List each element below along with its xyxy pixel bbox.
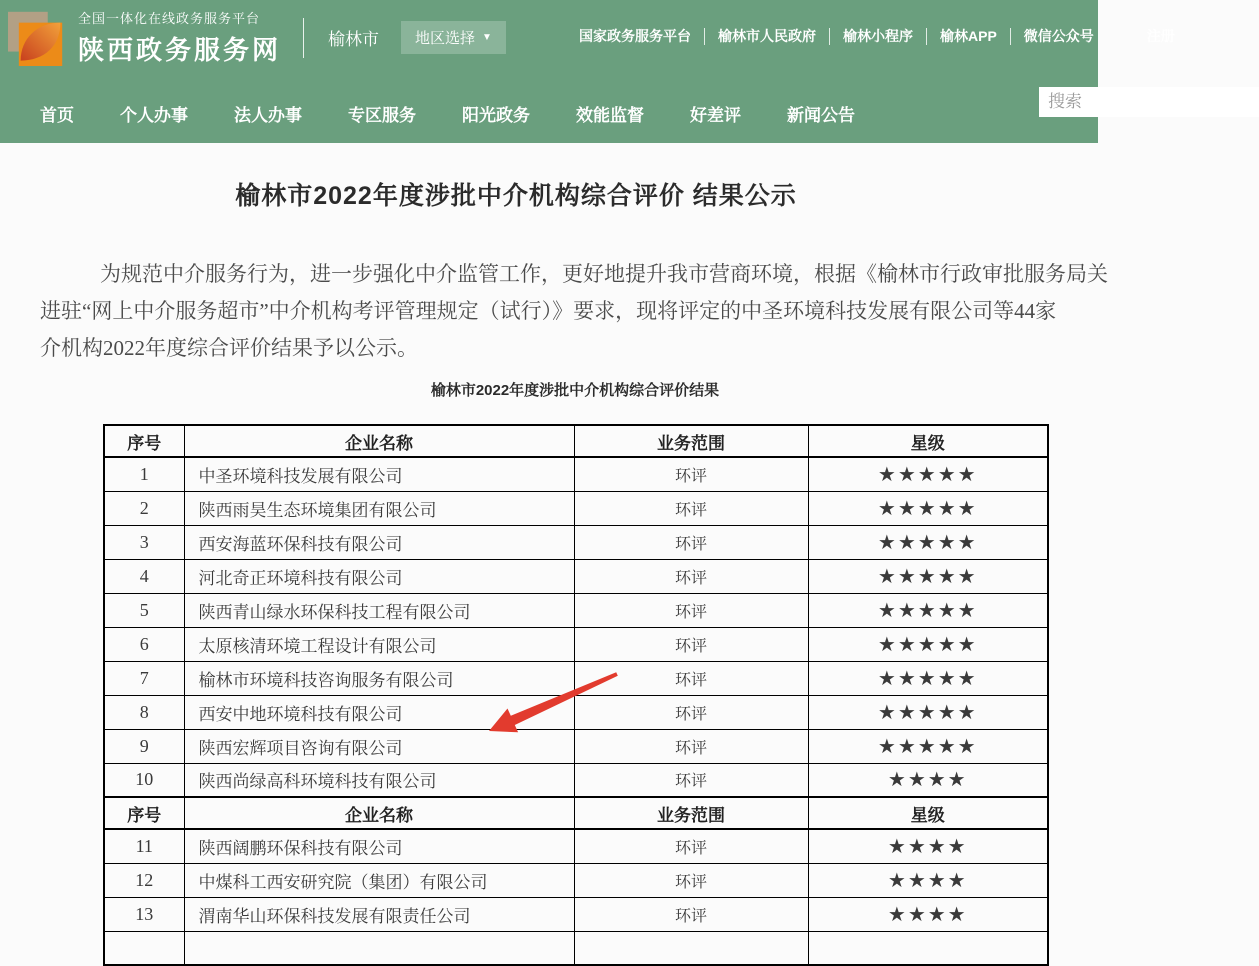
table-cell-stars: ★★★★★ xyxy=(808,729,1048,763)
table-cell-no: 12 xyxy=(104,863,184,897)
brand-block xyxy=(8,8,506,67)
table-row-partial xyxy=(104,931,1048,965)
table-cell-name: 渭南华山环保科技发展有限责任公司 xyxy=(184,897,574,931)
table-cell-name: 榆林市环境科技咨询服务有限公司 xyxy=(184,661,574,695)
column-header: 序号 xyxy=(104,425,184,457)
table-cell-name: 陕西青山绿水环保科技工程有限公司 xyxy=(184,593,574,627)
main-nav xyxy=(0,84,1098,143)
nav-item-专区服务[interactable]: 专区服务 xyxy=(348,106,416,125)
table-cell-scope: 环评 xyxy=(574,627,808,661)
table-row xyxy=(104,763,1048,797)
chevron-down-icon: ▼ xyxy=(482,32,492,43)
column-header: 业务范围 xyxy=(574,425,808,457)
paragraph-line: 介机构2022年度综合评价结果予以公示。 xyxy=(40,336,418,360)
table-cell-scope: 环评 xyxy=(574,863,808,897)
column-header: 星级 xyxy=(808,425,1048,457)
platform-label: 全国一体化在线政务服务平台 xyxy=(78,11,261,26)
table-cell-scope: 环评 xyxy=(574,729,808,763)
table-cell-no: 5 xyxy=(104,593,184,627)
header-link[interactable]: 榆林APP xyxy=(940,28,997,44)
table-cell-scope: 环评 xyxy=(574,525,808,559)
table-cell-empty xyxy=(808,931,1048,965)
table-cell-stars: ★★★★ xyxy=(808,763,1048,797)
table-cell-empty xyxy=(104,931,184,965)
table-cell-no: 13 xyxy=(104,897,184,931)
brand-divider xyxy=(303,18,304,58)
table-cell-no: 9 xyxy=(104,729,184,763)
header-link-separator xyxy=(704,28,705,45)
table-cell-stars: ★★★★ xyxy=(808,863,1048,897)
table-cell-empty xyxy=(184,931,574,965)
table-cell-name: 中圣环境科技发展有限公司 xyxy=(184,457,574,491)
nav-item-法人办事[interactable]: 法人办事 xyxy=(234,106,302,125)
header-link[interactable]: 榆林小程序 xyxy=(843,28,913,44)
header-link[interactable]: 国家政务服务平台 xyxy=(579,28,691,44)
table-cell-scope: 环评 xyxy=(574,763,808,797)
table-cell-name: 太原核清环境工程设计有限公司 xyxy=(184,627,574,661)
table-row xyxy=(104,457,1048,491)
nav-item-阳光政务[interactable]: 阳光政务 xyxy=(462,106,530,125)
table-cell-stars: ★★★★★ xyxy=(808,525,1048,559)
site-header xyxy=(0,0,1175,84)
table-row xyxy=(104,695,1048,729)
header-link[interactable]: 榆林市人民政府 xyxy=(718,28,816,44)
table-cell-name: 中煤科工西安研究院（集团）有限公司 xyxy=(184,863,574,897)
announcement-page xyxy=(0,143,1108,947)
table-cell-name: 陕西尚绿高科环境科技有限公司 xyxy=(184,763,574,797)
table-cell-name: 陕西宏辉项目咨询有限公司 xyxy=(184,729,574,763)
table-row xyxy=(104,491,1048,525)
table-cell-name: 河北奇正环境科技有限公司 xyxy=(184,559,574,593)
current-city-label: 榆林市 xyxy=(328,30,380,49)
site-name: 陕西政务服务网 xyxy=(78,35,282,65)
table-caption: 榆林市2022年度涉批中介机构综合评价结果 xyxy=(430,382,720,399)
table-row xyxy=(104,897,1048,931)
table-cell-scope: 环评 xyxy=(574,695,808,729)
table-header-row xyxy=(104,797,1048,829)
column-header: 业务范围 xyxy=(574,797,808,829)
table-row xyxy=(104,559,1048,593)
nav-item-个人办事[interactable]: 个人办事 xyxy=(120,106,188,125)
table-cell-empty xyxy=(574,931,808,965)
column-header: 企业名称 xyxy=(184,425,574,457)
nav-item-效能监督[interactable]: 效能监督 xyxy=(576,106,644,125)
table-row xyxy=(104,627,1048,661)
nav-item-首页[interactable]: 首页 xyxy=(40,106,74,125)
table-cell-stars: ★★★★★ xyxy=(808,457,1048,491)
table-row xyxy=(104,593,1048,627)
table-cell-scope: 环评 xyxy=(574,491,808,525)
table-cell-no: 1 xyxy=(104,457,184,491)
table-cell-no: 8 xyxy=(104,695,184,729)
brand-text xyxy=(78,8,281,67)
table-cell-scope: 环评 xyxy=(574,829,808,863)
table-cell-no: 2 xyxy=(104,491,184,525)
search-input[interactable] xyxy=(1039,87,1259,117)
nav-items xyxy=(40,84,901,143)
table-cell-scope: 环评 xyxy=(574,559,808,593)
table-cell-name: 陕西阔鹏环保科技有限公司 xyxy=(184,829,574,863)
table-cell-name: 陕西雨昊生态环境集团有限公司 xyxy=(184,491,574,525)
register-link[interactable]: 注册 xyxy=(1146,28,1175,44)
header-link-separator xyxy=(829,28,830,45)
table-cell-stars: ★★★★★ xyxy=(808,627,1048,661)
table-row xyxy=(104,863,1048,897)
table-cell-no: 6 xyxy=(104,627,184,661)
table-row xyxy=(104,661,1048,695)
table-cell-stars: ★★★★★ xyxy=(808,491,1048,525)
column-header: 企业名称 xyxy=(184,797,574,829)
table-cell-no: 11 xyxy=(104,829,184,863)
column-header: 序号 xyxy=(104,797,184,829)
nav-item-新闻公告[interactable]: 新闻公告 xyxy=(787,106,855,125)
page-title: 榆林市2022年度涉批中介机构综合评价 结果公示 xyxy=(235,182,797,210)
nav-item-好差评[interactable]: 好差评 xyxy=(690,106,741,125)
table-cell-name: 西安海蓝环保科技有限公司 xyxy=(184,525,574,559)
table-row xyxy=(104,525,1048,559)
region-select-label: 地区选择 xyxy=(415,30,476,47)
table-cell-no: 3 xyxy=(104,525,184,559)
header-links xyxy=(579,26,1175,46)
table-cell-stars: ★★★★ xyxy=(808,829,1048,863)
evaluation-results-table xyxy=(103,424,1049,966)
table-cell-stars: ★★★★ xyxy=(808,897,1048,931)
region-select-button[interactable] xyxy=(401,21,506,54)
table-cell-scope: 环评 xyxy=(574,661,808,695)
table-row xyxy=(104,729,1048,763)
site-logo-icon xyxy=(8,9,64,67)
table-cell-stars: ★★★★★ xyxy=(808,661,1048,695)
paragraph-line: 进驻“网上中介服务超市”中介机构考评管理规定（试行）》要求，现将评定的中圣环境科技发展有限公司等44家 xyxy=(40,299,1057,323)
table-cell-scope: 环评 xyxy=(574,897,808,931)
table-cell-scope: 环评 xyxy=(574,593,808,627)
table-header-row xyxy=(104,425,1048,457)
table-cell-stars: ★★★★★ xyxy=(808,559,1048,593)
table-cell-scope: 环评 xyxy=(574,457,808,491)
announcement-paragraph xyxy=(40,256,1108,367)
table-row xyxy=(104,829,1048,863)
table-cell-no: 4 xyxy=(104,559,184,593)
table-cell-stars: ★★★★★ xyxy=(808,593,1048,627)
header-link[interactable]: 微信公众号 xyxy=(1023,28,1094,44)
header-link-separator xyxy=(926,28,927,45)
table-cell-no: 7 xyxy=(104,661,184,695)
table-cell-name: 西安中地环境科技有限公司 xyxy=(184,695,574,729)
table-cell-stars: ★★★★★ xyxy=(808,695,1048,729)
column-header: 星级 xyxy=(808,797,1048,829)
header-link-separator xyxy=(1010,28,1011,45)
table-cell-no: 10 xyxy=(104,763,184,797)
paragraph-line: 为规范中介服务行为，进一步强化中介监管工作，更好地提升我市营商环境，根据《榆林市行政审批服务局关 xyxy=(100,262,1108,286)
